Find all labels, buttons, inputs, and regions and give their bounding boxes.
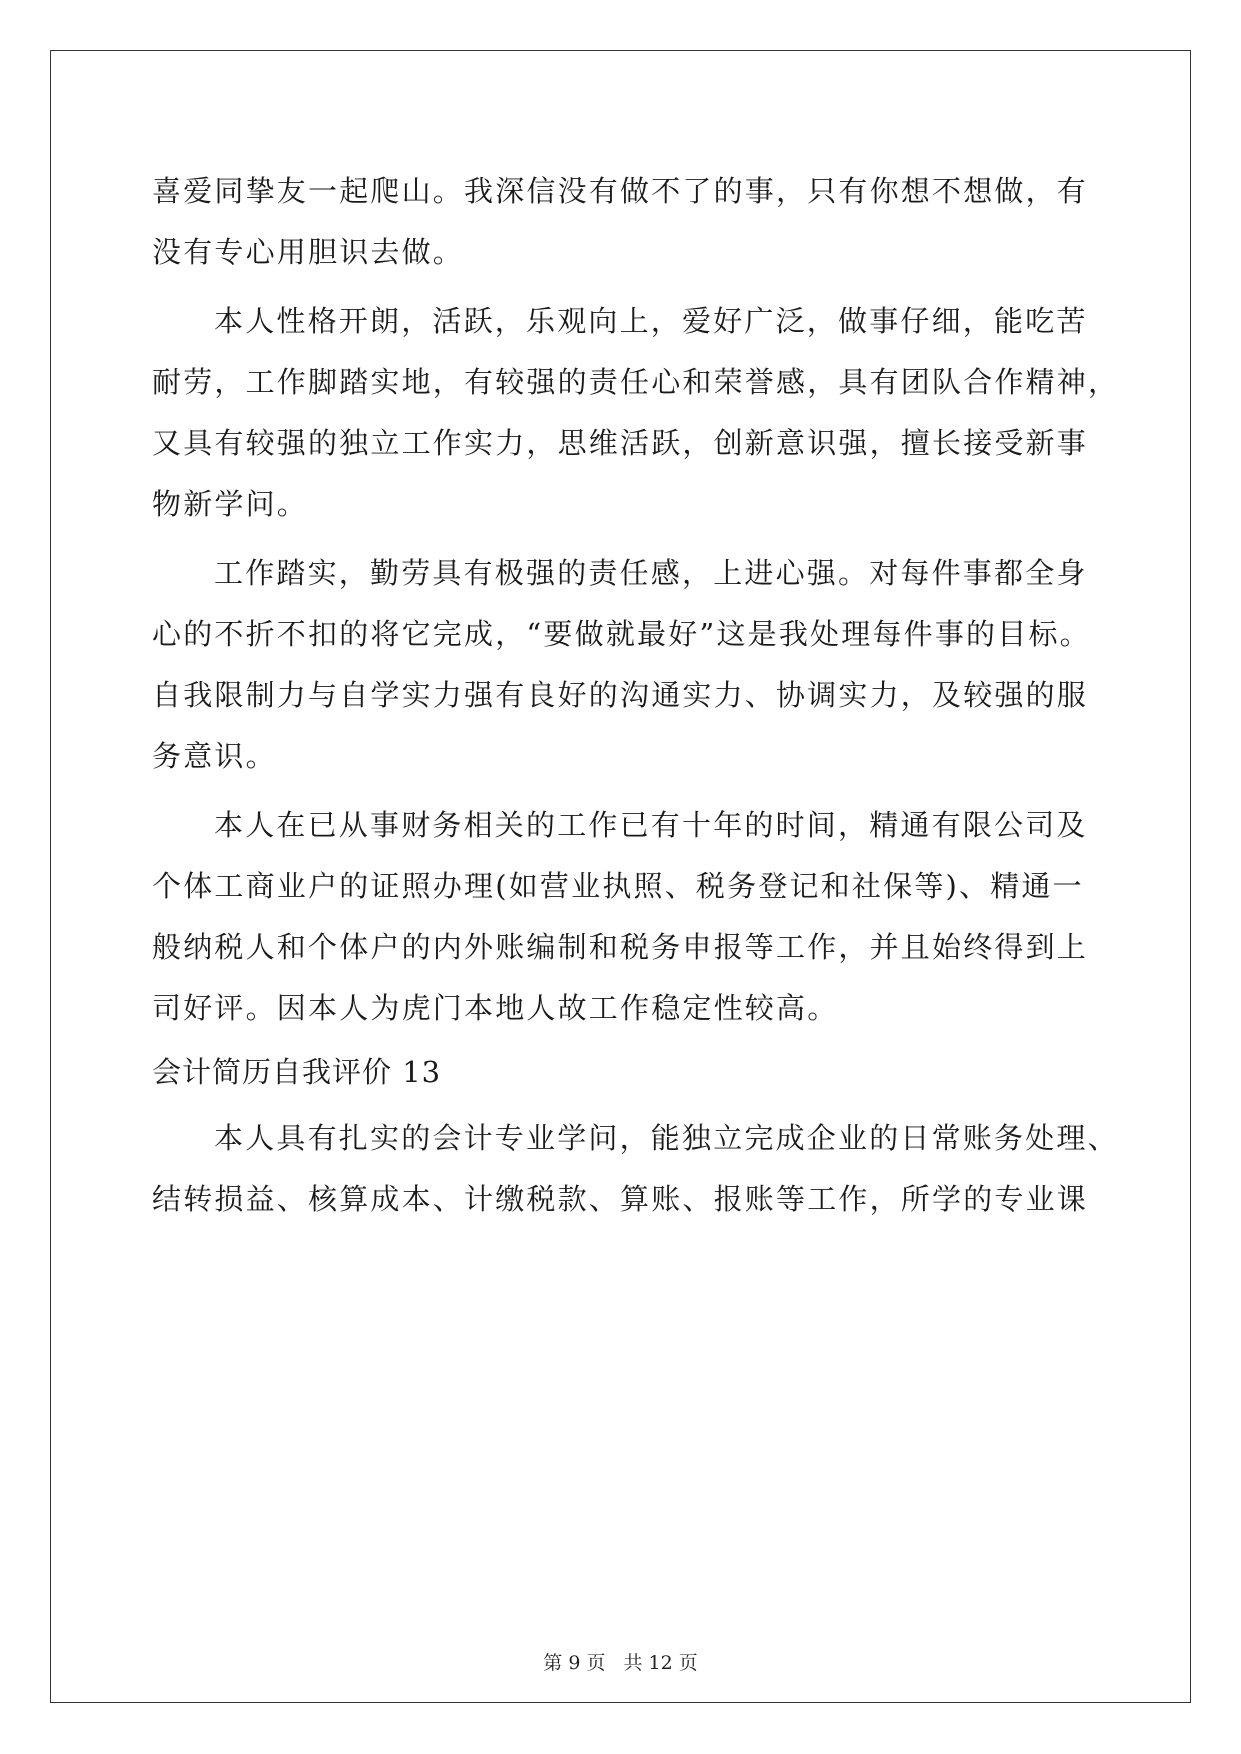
text-line: 结转损益、核算成本、计缴税款、算账、报账等工作，所学的专业课 bbox=[152, 1182, 1089, 1216]
paragraph-start-line: 本人性格开朗，活跃，乐观向上，爱好广泛，做事仔细，能吃苦 bbox=[214, 304, 1088, 338]
text-line: 务意识。 bbox=[152, 739, 277, 773]
text-line: 般纳税人和个体户的内外账编制和税务申报等工作，并且始终得到上 bbox=[152, 930, 1089, 964]
page-footer bbox=[0, 1651, 1241, 1675]
text-line: 耐劳，工作脚踏实地，有较强的责任心和荣誉感，具有团队合作精神， bbox=[152, 365, 1120, 399]
page-total: 共 12 页 bbox=[623, 1652, 698, 1674]
text-line: 物新学问。 bbox=[152, 487, 309, 521]
page-number: 第 9 页 bbox=[543, 1652, 606, 1674]
paragraph-start-line: 本人在已从事财务相关的工作已有十年的时间，精通有限公司及 bbox=[214, 808, 1088, 842]
text-line: 又具有较强的独立工作实力，思维活跃，创新意识强，擅长接受新事 bbox=[152, 426, 1089, 460]
text-line: 没有专心用胆识去做。 bbox=[152, 235, 465, 269]
text-line: 喜爱同挚友一起爬山。我深信没有做不了的事，只有你想不想做，有 bbox=[152, 174, 1089, 208]
section-heading: 会计简历自我评价 13 bbox=[152, 1055, 442, 1089]
paragraph-start-line: 工作踏实，勤劳具有极强的责任感，上进心强。对每件事都全身 bbox=[214, 556, 1088, 590]
text-line: 司好评。因本人为虎门本地人故工作稳定性较高。 bbox=[152, 991, 839, 1025]
text-line: 心的不折不扣的将它完成，“要做就最好”这是我处理每件事的目标。 bbox=[152, 617, 1091, 651]
paragraph-start-line: 本人具有扎实的会计专业学问，能独立完成企业的日常账务处理、 bbox=[214, 1121, 1119, 1155]
text-line: 个体工商业户的证照办理(如营业执照、税务登记和社保等)、精通一 bbox=[152, 869, 1084, 903]
text-line: 自我限制力与自学实力强有良好的沟通实力、协调实力，及较强的服 bbox=[152, 678, 1089, 712]
